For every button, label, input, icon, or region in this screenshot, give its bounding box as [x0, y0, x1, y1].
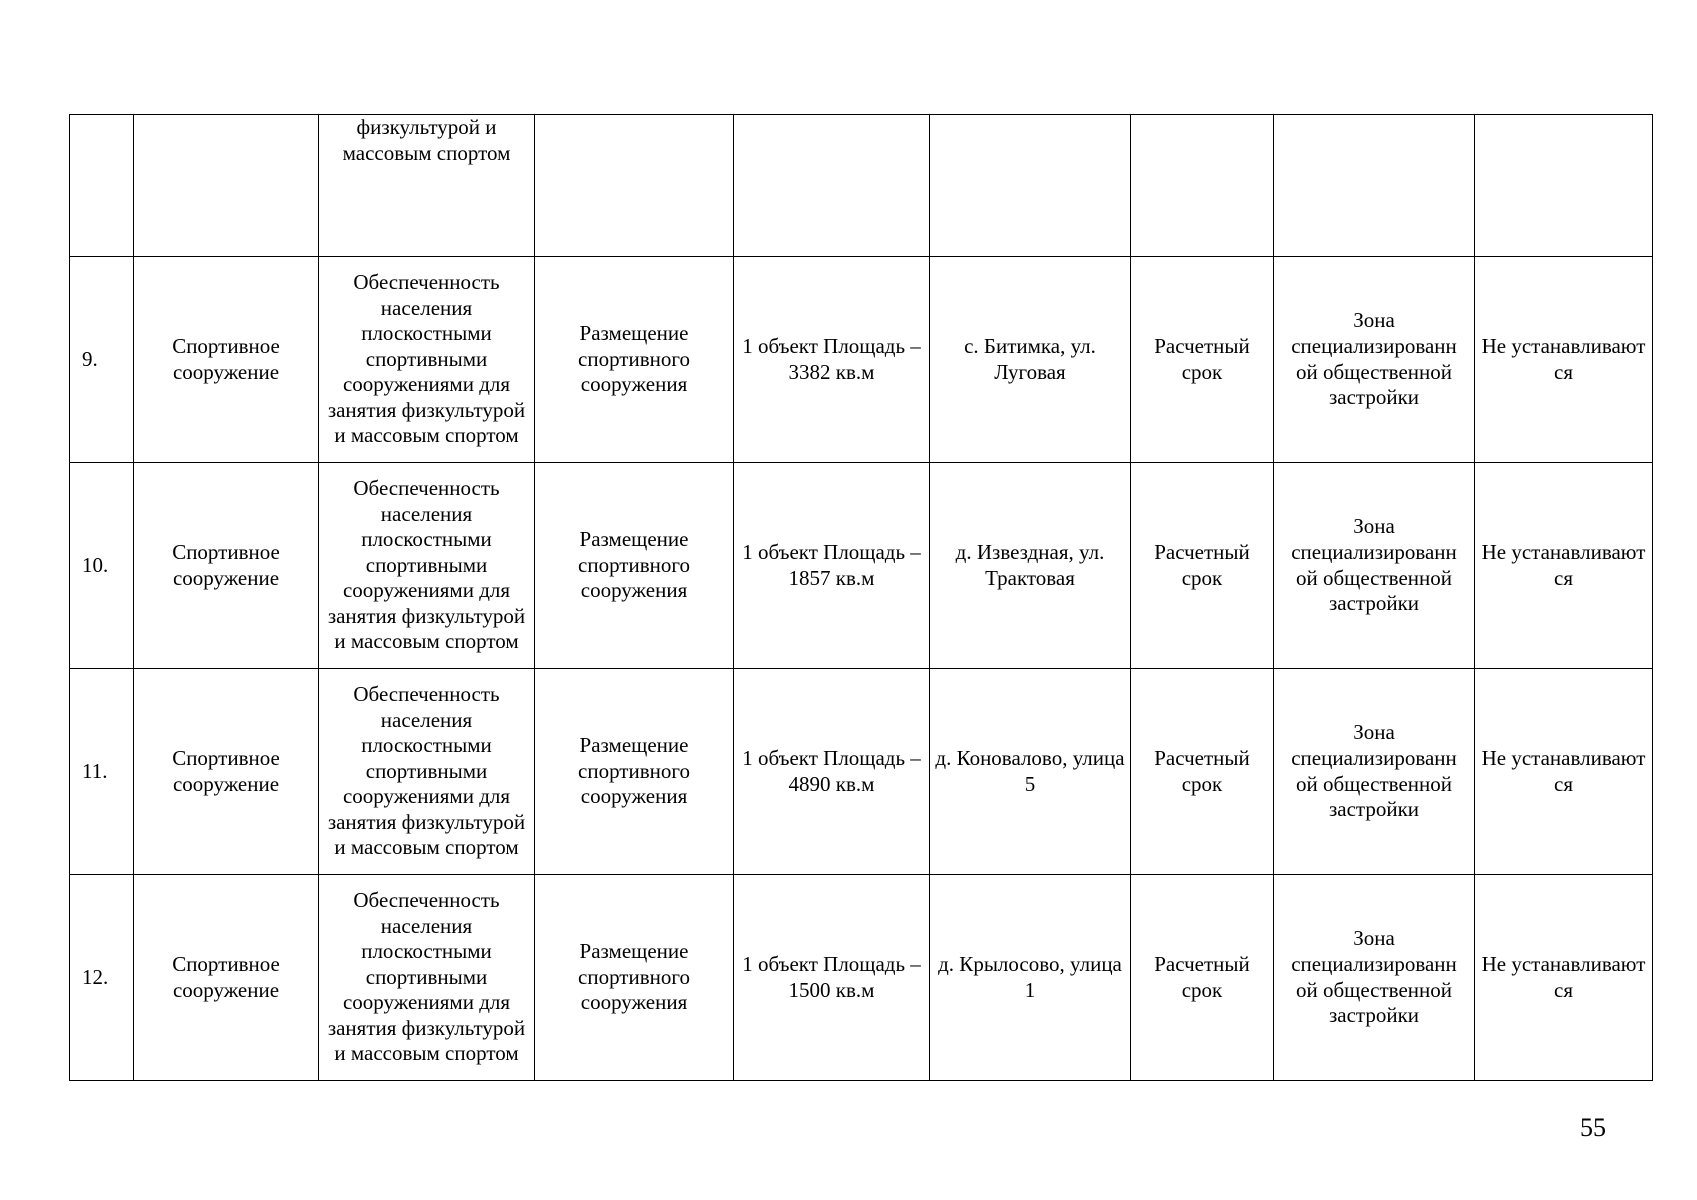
cell-zone — [1274, 115, 1475, 257]
cell-purpose — [535, 115, 734, 257]
cell-need: Обеспеченность населения плоскостными спортивными сооружениями для занятия физкультурой и массовым спортом — [319, 875, 535, 1081]
cell-num — [70, 115, 134, 257]
cell-need: Обеспеченность населения плоскостными спортивными сооружениями для занятия физкультурой и массовым спортом — [319, 463, 535, 669]
cell-restrictions: Не устанавливают ся — [1475, 463, 1653, 669]
table-row — [70, 875, 1653, 1081]
cell-num: 11. — [70, 669, 134, 875]
cell-purpose: Размещение спортивного сооружения — [535, 257, 734, 463]
cell-zone: Зона специализированн ой общественной застройки — [1274, 875, 1475, 1081]
cell-restrictions — [1475, 115, 1653, 257]
cell-restrictions: Не устанавливают ся — [1475, 669, 1653, 875]
cell-term: Расчетный срок — [1131, 257, 1274, 463]
cell-object: Спортивное сооружение — [134, 875, 319, 1081]
objects-table — [69, 114, 1653, 1081]
cell-need: физкультурой и массовым спортом — [319, 115, 535, 257]
cell-location: д. Извездная, ул. Трактовая — [930, 463, 1131, 669]
cell-object — [134, 115, 319, 257]
cell-term: Расчетный срок — [1131, 875, 1274, 1081]
cell-term: Расчетный срок — [1131, 463, 1274, 669]
table-row — [70, 257, 1653, 463]
table-row — [70, 669, 1653, 875]
cell-need: Обеспеченность населения плоскостными спортивными сооружениями для занятия физкультурой и массовым спортом — [319, 669, 535, 875]
cell-parameters: 1 объект Площадь – 1857 кв.м — [734, 463, 930, 669]
cell-object: Спортивное сооружение — [134, 257, 319, 463]
cell-object: Спортивное сооружение — [134, 669, 319, 875]
cell-need: Обеспеченность населения плоскостными спортивными сооружениями для занятия физкультурой и массовым спортом — [319, 257, 535, 463]
cell-term — [1131, 115, 1274, 257]
cell-zone: Зона специализированн ой общественной застройки — [1274, 669, 1475, 875]
cell-parameters — [734, 115, 930, 257]
cell-purpose: Размещение спортивного сооружения — [535, 875, 734, 1081]
cell-location — [930, 115, 1131, 257]
cell-zone: Зона специализированн ой общественной застройки — [1274, 463, 1475, 669]
cell-object: Спортивное сооружение — [134, 463, 319, 669]
cell-purpose: Размещение спортивного сооружения — [535, 669, 734, 875]
cell-num: 10. — [70, 463, 134, 669]
cell-restrictions: Не устанавливают ся — [1475, 875, 1653, 1081]
cell-num: 12. — [70, 875, 134, 1081]
cell-parameters: 1 объект Площадь – 3382 кв.м — [734, 257, 930, 463]
cell-zone: Зона специализированн ой общественной застройки — [1274, 257, 1475, 463]
cell-location: с. Битимка, ул. Луговая — [930, 257, 1131, 463]
cell-term: Расчетный срок — [1131, 669, 1274, 875]
cell-location: д. Коновалово, улица 5 — [930, 669, 1131, 875]
table-row-continuation — [70, 115, 1653, 257]
cell-parameters: 1 объект Площадь – 1500 кв.м — [734, 875, 930, 1081]
cell-location: д. Крылосово, улица 1 — [930, 875, 1131, 1081]
cell-restrictions: Не устанавливают ся — [1475, 257, 1653, 463]
table-row — [70, 463, 1653, 669]
cell-parameters: 1 объект Площадь – 4890 кв.м — [734, 669, 930, 875]
page-number: 55 — [1580, 1113, 1606, 1142]
cell-num: 9. — [70, 257, 134, 463]
cell-purpose: Размещение спортивного сооружения — [535, 463, 734, 669]
